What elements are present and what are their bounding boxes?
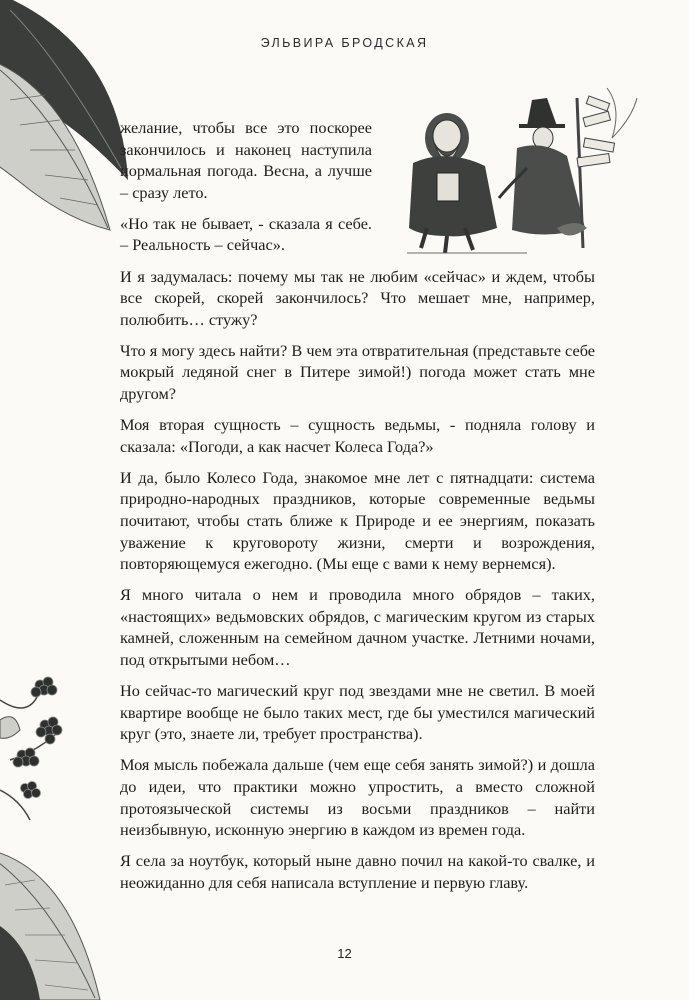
paragraph: Я много читала о нем и проводила много обрядов – таких, «настоящих» ведьмовских обрядов, с магическим кругом из старых камней, сложенным на семейном дачном участке. Летними ночами, под открытыми небом…	[120, 585, 595, 670]
paragraph: Что я могу здесь найти? В чем эта отвратительная (представьте себе мокрый ледяной снег в Питере зимой!) погода может стать мне другом?	[120, 340, 595, 404]
paragraph: «Но так не бывает, - сказала я себе. – Реальность – сейчас».	[120, 213, 372, 255]
decorative-blackberries	[0, 660, 80, 830]
paragraph: желание, чтобы все это поскорее закончилось и наконец наступила нормальная погода. Весна, а лучше – сразу лето.	[120, 118, 372, 202]
running-header-author: ЭЛЬВИРА БРОДСКАЯ	[260, 36, 429, 50]
paragraph: Моя вторая сущность – сущность ведьмы, - подняла голову и сказала: «Погоди, а как насчет Колеса Года?»	[120, 415, 595, 456]
page-number: 12	[337, 946, 352, 961]
paragraph: Но сейчас-то магический круг под звездами мне не светил. В моей квартире вообще не было таких мест, где бы уместился магический круг (это, знаете ли, требует пространства).	[120, 681, 595, 744]
decorative-leaf-bottom-left	[0, 830, 115, 1000]
body-text	[120, 117, 595, 903]
paragraph: Я села за ноутбук, который ныне давно почил на какой-то свалке, и неожиданно для себя написала вступление и первую главу.	[120, 851, 595, 892]
paragraph: И да, было Колесо Года, знакомое мне лет с пятнадцати: система природно-народных праздников, которые современные ведьмы почитают, чтобы стать ближе к Природе и ее энергиям, показать уважение к круговороту жизни, смерти и возрождения, повторяющемуся ежегодно. (Мы еще с вами к нему вернемся).	[120, 467, 595, 574]
paragraph: И я задумалась: почему мы так не любим «сейчас» и ждем, чтобы все скорей, скорей закончилось? Что мешает мне, например, полюбить… стужу?	[120, 266, 595, 329]
paragraph: Моя мысль побежала дальше (чем еще себя занять зимой?) и дошла до идеи, что практики можно упростить, а вместо сложной протоязыческой системы из восьми праздников – найти неизбывную, исконную энергию в каждом из времен года.	[120, 755, 595, 840]
